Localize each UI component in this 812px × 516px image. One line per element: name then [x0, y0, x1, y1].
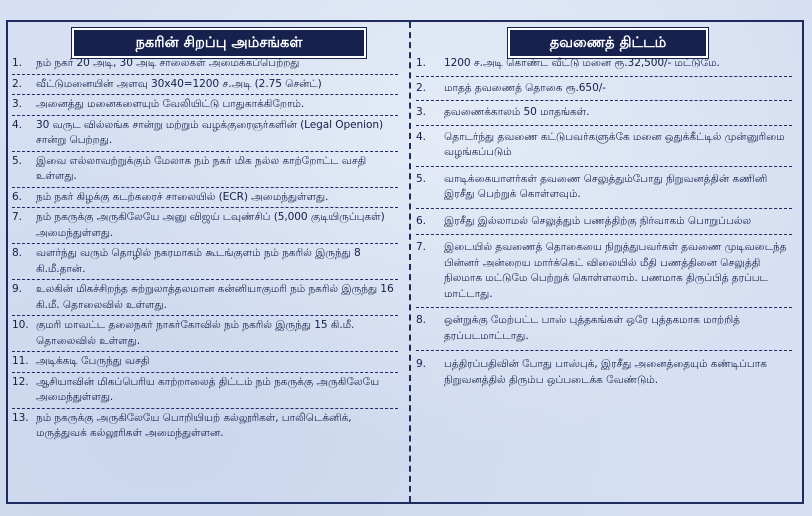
column-divider	[409, 22, 411, 502]
item-text: வீட்டுமனையின் அளவு 30x40=1200 ச.அடி (2.75 சென்ட்)	[36, 77, 322, 90]
item-text: 1200 ச.அடி கொண்ட வீட்டு மனை ரூ.32,500/- மட்டுமே.	[444, 57, 720, 69]
item-text: வளர்ந்து வரும் தொழில் நகரமாகம் கூடங்குளம் நம் நகரில் இருந்து 8 கி.மீ.தான்.	[36, 247, 361, 275]
item-number: 1.	[12, 57, 22, 69]
list-item	[416, 214, 800, 230]
dashed-separator	[416, 307, 792, 308]
list-item	[416, 172, 800, 203]
list-item	[12, 210, 404, 241]
item-text: பத்திரப்பதிவின் போது பாஸ்புக், இரசீது அனைத்தையும் கண்டிப்பாக நிறுவனத்தில் திரும்ப ஒப்படைக்க வேண்டும்.	[444, 358, 767, 386]
item-number: 5.	[416, 172, 426, 185]
item-number: 10.	[12, 319, 29, 331]
list-item	[416, 313, 800, 344]
item-number: 7.	[12, 211, 22, 223]
list-item	[12, 282, 404, 313]
item-text: இரசீது இல்லாமல் செலுத்தும் பணத்திற்கு நிர்வாகம் பொறுப்பல்ல	[444, 214, 752, 227]
item-number: 3.	[416, 106, 426, 118]
list-item	[12, 77, 404, 93]
item-number: 3.	[12, 98, 22, 110]
list-item	[416, 105, 800, 121]
dashed-separator	[416, 100, 792, 101]
list-item	[416, 130, 800, 161]
item-text: வாடிக்கையாளர்கள் தவணை செலுத்தும்போது நிறுவனத்தின் கணினி இரசீது பெற்றுக் கொள்ளவும்.	[444, 172, 768, 200]
item-number: 4.	[416, 130, 426, 143]
item-number: 9.	[416, 358, 426, 370]
item-number: 4.	[12, 118, 22, 131]
dashed-separator	[12, 408, 398, 409]
item-text: மாதத் தவணைத் தொகை ரூ.650/-	[444, 81, 606, 94]
list-item	[416, 81, 800, 97]
item-number: 5.	[12, 154, 22, 167]
list-item	[416, 357, 800, 388]
dashed-separator	[12, 315, 398, 316]
list-item	[12, 354, 404, 370]
item-text: இவை எல்லாவற்றுக்கும் மேலாக நம் நகர் மிக நல்ல காற்றோட்ட வசதி உள்ளது.	[36, 154, 367, 182]
dashed-separator	[12, 187, 398, 188]
item-text: நம் நகர் கிழக்கு கடற்கரைச் சாலையில் (ECR) அமைந்துள்ளது.	[36, 190, 329, 203]
dashed-separator	[12, 94, 398, 95]
item-text: அனைத்து மனைகளையும் வேலியிட்டு பாதுகாக்கிறோம்.	[36, 98, 305, 110]
dashed-separator	[12, 372, 398, 373]
list-item	[12, 97, 404, 113]
list-item	[416, 240, 800, 302]
item-number: 12.	[12, 375, 29, 388]
installment-plan-heading: தவணைத் திட்டம்	[508, 28, 708, 58]
features-list	[12, 56, 404, 442]
dashed-separator	[416, 166, 792, 167]
dashed-separator	[12, 279, 398, 280]
dashed-separator	[12, 115, 398, 116]
item-text: ஆசியாவின் மிகப்பெரிய காற்றாலைத் திட்டம் நம் நகருக்கு அருகிலேயே அமைந்துள்ளது.	[36, 375, 380, 403]
dashed-separator	[416, 350, 792, 351]
installment-plan-list	[416, 56, 800, 388]
item-number: 6.	[416, 214, 426, 227]
list-item	[12, 411, 404, 442]
list-item	[12, 56, 404, 72]
dashed-separator	[12, 207, 398, 208]
item-number: 1.	[416, 57, 426, 69]
list-item	[12, 154, 404, 185]
list-item	[12, 190, 404, 206]
item-number: 2.	[12, 77, 22, 90]
item-text: நம் நகர் 20 அடி, 30 அடி சாலைகள் அமைக்கப்பெற்றது	[36, 57, 300, 69]
item-text: ஒன்றுக்கு மேற்பட்ட பாஸ் புத்தகங்கள் ஒரே புத்தகமாக மாற்றித் தரப்படமாட்டாது.	[444, 314, 740, 342]
dashed-separator	[416, 208, 792, 209]
item-number: 2.	[416, 81, 426, 94]
item-text: உலகின் மிகச்சிறந்த சுற்றுலாத்தலமான கன்னியாகுமரி நம் நகரில் இருந்து 16 கி.மீ. தொலைவில் உள்ளது.	[36, 283, 394, 311]
dashed-separator	[12, 74, 398, 75]
list-item	[12, 118, 404, 149]
list-item	[416, 56, 800, 72]
features-heading: நகரின் சிறப்பு அம்சங்கள்	[72, 28, 366, 58]
list-item	[12, 375, 404, 406]
dashed-separator	[416, 234, 792, 235]
item-text: நம் நகருக்கு அருகிலேயே பொறியியற் கல்லூரிகள், பாலிடெக்னிக், மருத்துவக் கல்லூரிகள் அமைந்துள்ளன.	[36, 411, 352, 439]
item-number: 11.	[12, 355, 29, 367]
item-text: இடையில் தவணைத் தொகையை நிறுத்துபவர்கள் தவணை முடிவடைந்த பின்னர் அன்றைய மார்க்கெட் விலையில் மீதி பணத்தினை செலுத்தி நிலமாக மட்டுமே பெற்றுக் கொள்ளலாம். பணமாக திருப்பித் தரப்பட மாட்டாது.	[444, 241, 787, 300]
item-text: தவணைக்காலம் 50 மாதங்கள்.	[444, 106, 590, 118]
item-number: 8.	[12, 247, 22, 259]
item-number: 13.	[12, 411, 29, 424]
dashed-separator	[12, 151, 398, 152]
item-number: 7.	[416, 241, 426, 253]
item-text: குமரி மாவட்ட தலைநகர் நாகர்கோவில் நம் நகரில் இருந்து 15 கி.மீ. தொலைவில் உள்ளது.	[36, 319, 355, 347]
item-number: 9.	[12, 283, 22, 295]
item-number: 8.	[416, 314, 426, 326]
dashed-separator	[416, 76, 792, 77]
dashed-separator	[12, 351, 398, 352]
dashed-separator	[416, 125, 792, 126]
dashed-separator	[12, 243, 398, 244]
item-text: 30 வருட வில்லங்க சான்று மற்றும் வழக்குரைஞர்களின் (Legal Openion) சான்று பெற்றது.	[36, 118, 384, 146]
list-item	[12, 246, 404, 277]
item-text: நம் நகருக்கு அருகிலேயே அனு விஜய் டவுண்சிப் (5,000 குடியிருப்புகள்) அமைந்துள்ளது.	[36, 211, 385, 239]
item-text: அடிக்கடி பேருந்து வசதி	[36, 355, 150, 367]
item-number: 6.	[12, 190, 22, 203]
list-item	[12, 318, 404, 349]
item-text: தொடர்ந்து தவணை கட்டுபவர்களுக்கே மனை ஒதுக்கீட்டில் முன்னுரிமை வழங்கப்படும்	[444, 130, 785, 158]
